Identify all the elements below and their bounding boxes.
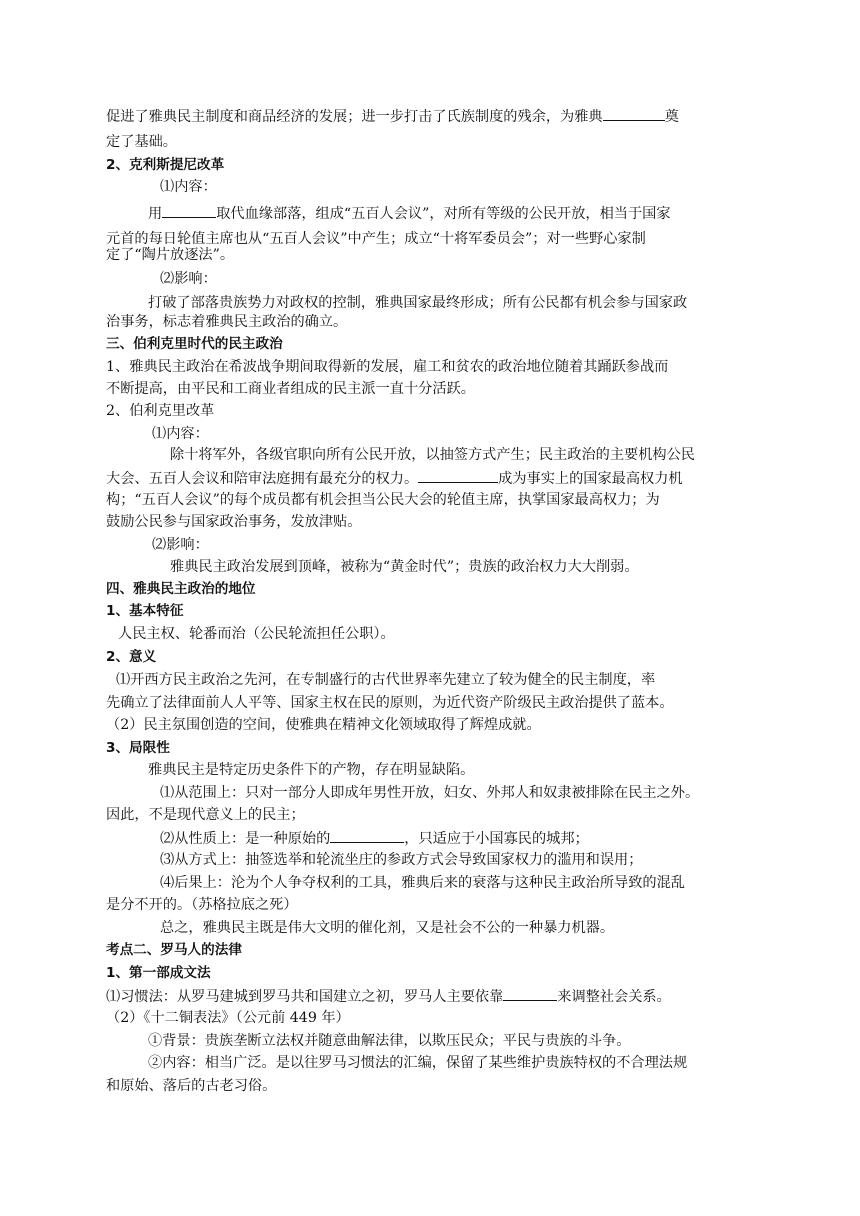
paragraph-line [170,558,639,576]
paragraph-line [106,896,298,914]
fill-in-blank [503,987,557,1001]
line-text: ⑴从范围上：只对一部分人即成年男性开放，妇女、外邦人和奴隶被排除在民主之外。 [160,785,700,801]
subheading-line [152,425,209,443]
line-text: 和原始、落后的古老习俗。 [106,1078,277,1094]
paragraph-line [106,694,674,712]
paragraph-line [106,1077,276,1095]
line-text: 人民主权、轮番而治（公民轮流担任公职）。 [118,626,395,642]
heading-text: 四、雅典民主政治的地位 [106,581,256,597]
line-text: 打破了部落贵族势力对政权的控制，雅典国家最终形成；所有公民都有机会参与国家政 [148,295,688,311]
line-text: ⑵影响： [160,271,217,287]
line-text: 先确立了法律面前人人平等、国家主权在民的原则，为近代资产阶级民主政治提供了蓝本。 [106,695,674,711]
subheading-line [152,536,209,554]
line-text: 是分不开的。（苏格拉底之死） [106,897,298,913]
line-text: 因此，不是现代意义上的民主； [106,807,305,823]
heading-text: 1、第一部成文法 [106,965,211,981]
line-text: 促进了雅典民主制度和商品经济的发展；进一步打击了氏族制度的残余，为雅典 [106,109,603,125]
paragraph-line [106,716,541,734]
paragraph-line [106,133,177,151]
heading-text: 2、意义 [106,649,157,665]
line-text: 不断提高，由平民和工商业者组成的民主派一直十分活跃。 [106,381,475,397]
line-text: 用 [148,206,163,222]
line-text: 构；“五百人会议”的每个成员都有机会担当公民大会的轮值主席，执掌国家最高权力；为 [106,492,660,508]
paragraph-line [106,380,475,398]
heading-text: 2、克利斯提尼改革 [106,157,225,173]
heading-text: 考点二、罗马人的法律 [106,942,242,958]
paragraph-line [106,513,361,531]
section-heading [106,602,183,620]
line-text: 鼓励公民参与国家政治事务，发放津贴。 [106,514,362,530]
line-text: 除十将军外，各级官职向所有公民开放，以抽签方式产生；民主政治的主要机构公民 [170,447,695,463]
paragraph-line [160,874,685,892]
paragraph-line [106,491,660,509]
section-heading [106,648,156,666]
line-text: （2）民主氛围创造的空间，使雅典在精神文化领域取得了辉煌成就。 [106,717,541,733]
paragraph-line [160,784,699,802]
line-text: ②内容：相当广泛。是以往罗马习惯法的汇编，保留了某些维护贵族特权的不合理法规 [148,1055,688,1071]
line-text: 雅典民主是特定历史条件下的产物，存在明显缺陷。 [148,762,475,778]
line-text-after: 奠 [664,109,679,125]
paragraph-line [106,469,683,488]
paragraph-line [170,446,695,464]
line-text-after: 来调整社会关系。 [557,989,671,1005]
line-text: ⑷后果上：沦为个人争夺权利的工具，雅典后来的衰落与这种民主政治所导致的混乱 [160,875,685,891]
line-text: 总之，雅典民主既是伟大文明的催化剂，又是社会不公的一种暴力机器。 [160,920,615,936]
line-text: 雅典民主政治发展到顶峰，被称为“黄金时代”；贵族的政治权力大大削弱。 [170,559,639,575]
fill-in-blank [418,469,498,483]
section-heading [106,964,211,982]
line-text: 治事务，标志着雅典民主政治的确立。 [106,314,348,330]
paragraph-line [116,671,655,689]
heading-text: 3、局限性 [106,740,170,756]
line-text: 元首的每日轮值主席也从“五百人会议”中产生；成立“十将军委员会”；对一些野心家制 [106,231,646,247]
line-text: ⑴内容： [152,426,209,442]
line-text: 1、雅典民主政治在希波战争期间取得新的发展，雇工和贫农的政治地位随着其踊跃参战而 [106,359,669,375]
line-text: ⑵影响： [152,537,209,553]
paragraph-line [148,1032,630,1050]
paragraph-line [106,246,234,264]
line-text: ⑴开西方民主政治之先河，在专制盛行的古代世界率先建立了较为健全的民主制度，率 [116,672,656,688]
paragraph-line [106,358,668,376]
line-text: ⑴习惯法：从罗马建城到罗马共和国建立之初，罗马人主要依靠 [106,989,504,1005]
paragraph-line [160,919,614,937]
paragraph-line [160,829,589,848]
section-heading [106,156,224,174]
fill-in-blank [162,204,216,218]
fill-in-blank [330,829,404,843]
subheading-line [160,270,217,288]
paragraph-line [106,402,214,420]
line-text: 2、伯利克里改革 [106,403,215,419]
paragraph-line [148,294,687,312]
subheading-line [160,178,217,196]
heading-text: 三、伯利克里时代的民主政治 [106,336,283,352]
paragraph-line [106,1009,350,1027]
line-text: （2）《十二铜表法》（公元前 449 年） [106,1010,350,1026]
paragraph-line [118,625,395,643]
line-text: ⑴内容： [160,179,217,195]
line-text-after: ，只适应于小国寡民的城邦； [404,831,589,847]
line-text: ⑶从方式上：抽签选举和轮流坐庄的参政方式会导致国家权力的滥用和误用； [160,852,643,868]
paragraph-line [148,761,474,779]
line-text: 定了“陶片放逐法”。 [106,247,235,263]
line-text: ①背景：贵族垄断立法权并随意曲解法律，以欺压民众；平民与贵族的斗争。 [148,1033,631,1049]
paragraph-line [148,204,671,223]
line-text: 大会、五百人会议和陪审法庭拥有最充分的权力。 [106,471,419,487]
section-heading [106,941,242,959]
section-heading [106,580,256,598]
line-text-after: 成为事实上的国家最高权力机 [498,471,683,487]
heading-text: 1、基本特征 [106,603,184,619]
line-text-after: 取代血缘部落，组成“五百人会议”，对所有等级的公民开放，相当于国家 [216,206,671,222]
line-text: ⑵从性质上：是一种原始的 [160,831,331,847]
paragraph-line [160,851,642,869]
fill-in-blank [603,107,665,121]
paragraph-line [106,107,728,126]
paragraph-line [106,806,305,824]
section-heading [106,739,170,757]
paragraph-line [106,313,347,331]
paragraph-line [106,987,671,1006]
line-text: 定了基础。 [106,134,177,150]
paragraph-line [148,1054,687,1072]
section-heading [106,335,283,353]
